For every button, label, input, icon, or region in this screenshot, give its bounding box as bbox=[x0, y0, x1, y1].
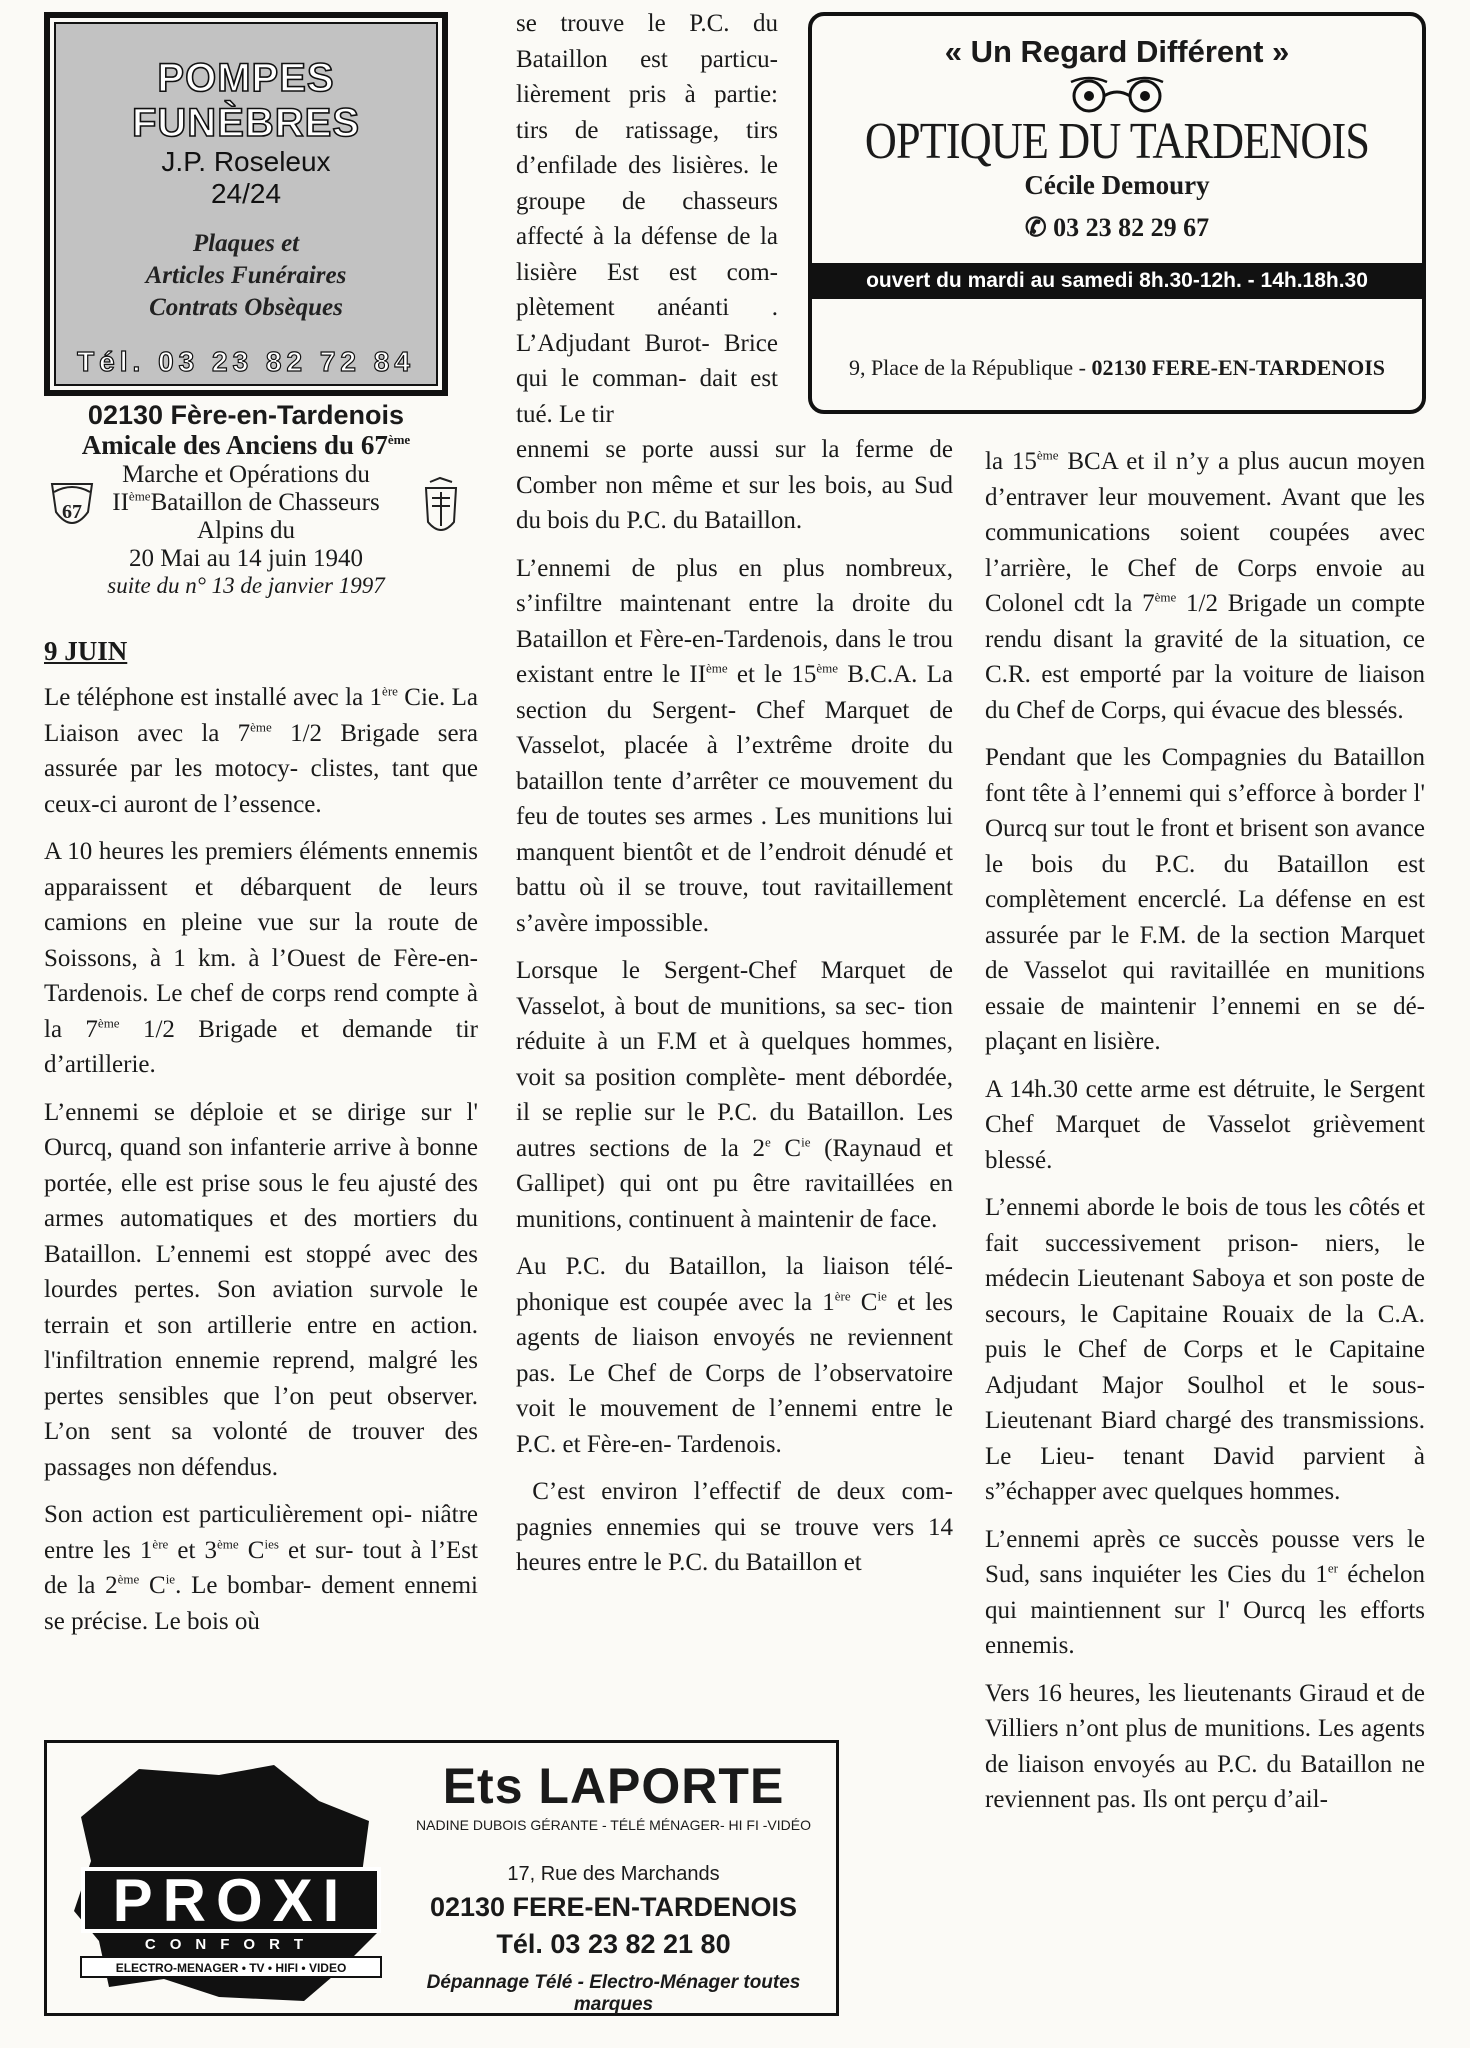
paragraph: Au P.C. du Bataillon, la liaison télé- phonique est coupée avec la 1ère $C^{ie}$ et les agents de liaison envoyés ne reviennent pas. Le Chef de Corps de l’observatoire voit le mouvement de l’ennemi entre le P.C. et Fère-en- Tardenois. bbox=[516, 1253, 953, 1458]
heading-line1-sup: ème bbox=[387, 432, 411, 447]
heading-line2: Marche et Opérations du bbox=[122, 461, 370, 488]
proxi-logo-word: PROXI bbox=[112, 1867, 350, 1934]
ad-laporte-depannage: Dépannage Télé - Electro-Ménager toutes marques bbox=[426, 1972, 801, 2015]
heading-continuation: suite du n° 13 de janvier 1997 bbox=[107, 573, 385, 598]
svg-text:67: 67 bbox=[62, 501, 82, 523]
ad-laporte-name: Ets LAPORTE bbox=[442, 1758, 785, 1814]
ad-ets-laporte bbox=[44, 1740, 839, 2016]
ad-laporte-tel: Tél. 03 23 82 21 80 bbox=[496, 1929, 731, 1959]
paragraph: L’ennemi de plus en plus nombreux, s’infiltre maintenant entre la droite du Bataillon et Fère-en-Tardenois, dans le trou existant entre le IIème et le 15ème B.C.A. La section du Sergent- Chef Marquet de Vasselot, placée à l’extrême droite du bataillon tente d’arrêter ce mouvement du feu de toutes ses armes . Les munitions lui manquent bientôt et de l’endroit dénudé et battu où il se trouve, tout ravitaillement s’avère impossible. bbox=[516, 554, 953, 937]
ad-pompes-owner: J.P. Roseleux bbox=[161, 146, 331, 177]
date-heading: 9 JUIN bbox=[44, 636, 128, 666]
heading-line3-prefix: II bbox=[112, 489, 129, 516]
ad-pompes-tel: Tél. 03 23 82 72 84 bbox=[77, 346, 415, 377]
paragraph: L’ennemi se déploie et se dirige sur l' Ourcq, quand son infanterie arrive à bonne portée, elle est prise sous le feu ajusté des armes automatiques et des mortiers du Bataillon. L’ennemi est stoppé avec des lourdes pertes. Son aviation survole le terrain et son artillerie entre en action. l'infiltration ennemie reprend, malgré les pertes sensibles que l’on peut observer. L’on sent sa volonté de trouver des passages non défendus. bbox=[44, 1098, 478, 1481]
ad-optique-owner: Cécile Demoury bbox=[1024, 170, 1210, 200]
ad-pompes-city: 02130 Fère-en-Tardenois bbox=[87, 400, 405, 430]
crest-chasseurs-icon bbox=[420, 476, 462, 544]
ad-optique-slogan: « Un Regard Différent » bbox=[944, 34, 1290, 69]
glasses-icon bbox=[1057, 76, 1177, 114]
paragraph: ennemi se porte aussi sur la ferme de Comber non même et sur les bois, au Sud du bois du P.C. du Bataillon. bbox=[516, 436, 953, 534]
paragraph: Le téléphone est installé avec la 1ère Cie. La Liaison avec la 7ème 1/2 Brigade sera assurée par les motocy- clistes, tant que ceux-ci auront de l’essence. bbox=[44, 683, 478, 818]
ad-optique-phone: ✆ 03 23 82 29 67 bbox=[1024, 213, 1210, 242]
ad-optique-brand: OPTIQUE DU TARDENOIS bbox=[864, 113, 1370, 170]
paragraph: se trouve le P.C. du Bataillon est particu- lièrement pris à partie: tirs de ratissage, tirs d’enfilade des lisières. le groupe de chasseurs affecté à la défense de la lisière Est est com- plètement anéanti . L’Adjudant Burot- Brice qui le comman- dait est tué. Le tir bbox=[516, 10, 778, 428]
paragraph: C’est environ l’effectif de deux com- pagnies ennemies qui se trouve vers 14 heures entre le P.C. du Bataillon et bbox=[516, 1478, 953, 1576]
proxi-logo-strip: ELECTRO-MENAGER • TV • HIFI • VIDEO bbox=[115, 1961, 347, 1975]
proxi-logo-sub: CONFORT bbox=[144, 1936, 318, 1953]
paragraph: Son action est particulièrement opi- niâtre entre les 1ère et 3ème $C^{ies}$ et sur- tout à l’Est de la 2ème $C^{ie}$. Le bombar- dement ennemi se précise. Le bois où bbox=[44, 1501, 478, 1635]
heading-line3-sup: ème bbox=[128, 488, 151, 504]
paragraph: Lorsque le Sergent-Chef Marquet de Vasselot, à bout de munitions, sa sec- tion réduite à un F.M et à quelques hommes, voit sa position complète- ment débordée, il se replie sur le P.C. du Bataillon. Les autres sections de la 2e $C^{ie}$ (Raynaud et Gallipet) qui ont pu être ravitaillées en munitions, continuent à maintenir de face. bbox=[516, 957, 953, 1233]
heading-line1: Amicale des Anciens du 67 bbox=[81, 430, 388, 460]
heading-line5: 20 Mai au 14 juin 1940 bbox=[128, 545, 363, 572]
ad-pompes-hours: 24/24 bbox=[210, 178, 282, 209]
ad-laporte-street: 17, Rue des Marchands bbox=[507, 1863, 720, 1885]
ad-optique-hours: ouvert du mardi au samedi 8h.30-12h. - 14h.18h.30 bbox=[812, 263, 1422, 299]
ad-pompes-service: Plaques et bbox=[192, 230, 300, 257]
article-heading bbox=[44, 430, 448, 599]
heading-line3: Bataillon de Chasseurs bbox=[150, 489, 380, 516]
ad-pompes-service: Articles Funéraires bbox=[145, 262, 347, 289]
paragraph: L’ennemi après ce succès pousse vers le Sud, sans inquiéter les Cies du 1er échelon qui maintiennent sur l' Ourcq les efforts ennemis. bbox=[985, 1525, 1426, 1659]
ad-pompes-title: POMPES FUNÈBRES bbox=[131, 56, 361, 145]
ad-laporte-city: 02130 FERE-EN-TARDENOIS bbox=[429, 1892, 798, 1922]
crest-67-icon bbox=[44, 478, 100, 536]
ad-pompes-funebres bbox=[44, 12, 448, 430]
paragraph: A 10 heures les premiers éléments ennemis apparaissent et débarquent de leurs camions en pleine vue sur la route de Soissons, à 1 km. à l’Ouest de Fère-en-Tardenois. Le chef de corps rend compte à la 7ème 1/2 Brigade et demande tir d’artillerie. bbox=[44, 838, 479, 1078]
ad-optique-address-city: 02130 FERE-EN-TARDENOIS bbox=[1091, 355, 1386, 380]
paragraph: L’ennemi aborde le bois de tous les côtés et fait successivement prison- niers, le médecin Lieutenant Saboya et son poste de secours, le Capitaine Rouaix de la C.A. puis le Chef de Corps et le Capitaine Adjudant Major Soulhol et le sous-Lieutenant Biard chargé des transmissions. Le Lieu- tenant David parvient à s”échapper avec quelques hommes. bbox=[985, 1194, 1425, 1505]
ad-laporte-manager: NADINE DUBOIS GÉRANTE - TÉLÉ MÉNAGER- HI FI -VIDÉO bbox=[416, 1817, 811, 1833]
column-1 bbox=[44, 680, 478, 1651]
ad-optique-address: 9, Place de la République - bbox=[848, 355, 1092, 380]
paragraph: A 14h.30 cette arme est détruite, le Sergent Chef Marquet de Vasselot grièvement blessé. bbox=[985, 1075, 1425, 1174]
paragraph: Pendant que les Compagnies du Bataillon font tête à l’ennemi qui s’efforce à border l' Ourcq sur tout le front et brisent son avance le bois du P.C. du Bataillon est complètement encerclé. La défense en est assurée par le F.M. de la section Marquet de Vasselot qui ravitaillée en munitions essaie de maintenir l’ennemi en se dé-plaçant en lisière. bbox=[985, 744, 1425, 1055]
paragraph: Vers 16 heures, les lieutenants Giraud et de Villiers n’ont plus de munitions. Les agents de liaison envoyés au P.C. du Bataillon ne reviennent pas. Ils ont perçu d’ail- bbox=[985, 1679, 1425, 1813]
ad-optique-tardenois bbox=[808, 12, 1426, 414]
column-3 bbox=[985, 444, 1425, 1830]
proxi-confort-logo bbox=[69, 1761, 389, 2006]
heading-line4: Alpins du bbox=[197, 517, 295, 544]
ad-pompes-service: Contrats Obsèques bbox=[149, 294, 343, 321]
paragraph: la 15ème BCA et il n’y a plus aucun moyen d’entraver leur mouvement. Avant que les communications soient coupées avec l’arrière, le Chef de Corps envoie au Colonel cdt la 7ème 1/2 Brigade un compte rendu disant la gravité de la situation, ce C.R. est emporté par la voiture de liaison du Chef de Corps, qui évacue des blessés. bbox=[985, 447, 1426, 724]
